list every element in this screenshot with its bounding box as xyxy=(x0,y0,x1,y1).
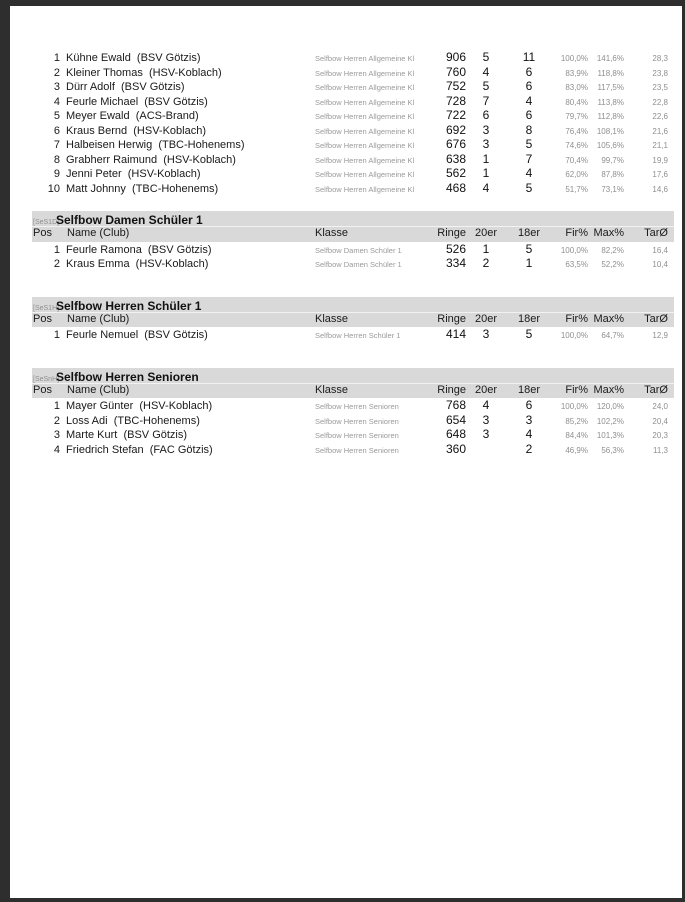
er18-header: 18er xyxy=(517,312,541,325)
klasse-header: Klasse xyxy=(315,312,349,325)
column-headers xyxy=(32,226,674,242)
name-cell: Matt Johnny (TBC-Hohenems) xyxy=(66,182,219,195)
twenty-count-cell: 6 xyxy=(482,108,490,122)
result-row xyxy=(32,50,674,65)
pos-cell: 3 xyxy=(53,81,60,93)
section-header-band xyxy=(32,297,674,328)
ringe-header: Ringe xyxy=(437,227,466,239)
class-cell: Selfbow Damen Schüler 1 xyxy=(315,245,402,255)
tar-header: TarØ xyxy=(644,227,668,239)
name-cell: Kraus Emma (HSV-Koblach) xyxy=(66,258,209,270)
target-average-cell: 14,6 xyxy=(652,184,668,194)
fir-percent-cell: 62,0% xyxy=(565,170,588,179)
name-cell: Halbeisen Herwig (TBC-Hohenems) xyxy=(66,139,245,151)
target-average-cell: 22,8 xyxy=(652,97,668,107)
tar-header: TarØ xyxy=(644,312,668,325)
name-cell: Feurle Nemuel (BSV Götzis) xyxy=(66,329,208,341)
max-percent-cell: 64,7% xyxy=(601,331,624,340)
column-header-row xyxy=(32,312,674,327)
max-percent-cell: 120,0% xyxy=(596,402,624,411)
er18-header: 18er xyxy=(517,227,541,239)
name-cell: Kühne Ewald (BSV Götzis) xyxy=(66,52,201,64)
pos-cell: 1 xyxy=(53,400,60,412)
max-percent-cell: 113,8% xyxy=(597,97,624,107)
eighteen-count-cell: 4 xyxy=(525,93,533,108)
name-cell: Kraus Bernd (HSV-Koblach) xyxy=(66,124,207,137)
max-percent-cell: 108,1% xyxy=(596,126,624,136)
rings-cell: 722 xyxy=(445,108,466,122)
result-section xyxy=(32,297,674,342)
ringe-header: Ringe xyxy=(437,312,466,325)
eighteen-count-cell: 6 xyxy=(525,79,533,93)
rings-cell: 760 xyxy=(445,64,466,79)
pos-header: Pos xyxy=(33,227,52,239)
result-row xyxy=(32,398,674,413)
column-headers xyxy=(32,312,674,328)
max-percent-cell: 101,3% xyxy=(596,431,624,440)
result-section xyxy=(32,368,674,457)
results-table xyxy=(32,50,674,195)
eighteen-count-cell: 8 xyxy=(525,122,533,137)
pos-cell: 1 xyxy=(53,243,60,256)
eighteen-count-cell: 1 xyxy=(525,256,533,270)
rings-cell: 728 xyxy=(445,93,466,108)
class-cell: Selfbow Herren Senioren xyxy=(315,416,399,426)
eighteen-count-cell: 4 xyxy=(525,166,533,180)
class-code-tag: [SeS1D] xyxy=(33,219,60,226)
class-cell: Selfbow Herren Allgemeine Kl xyxy=(315,97,415,107)
name-cell: Dürr Adolf (BSV Götzis) xyxy=(66,81,185,93)
eighteen-count-cell: 5 xyxy=(525,241,533,256)
result-row xyxy=(32,166,674,181)
max-percent-cell: 141,6% xyxy=(596,54,624,63)
eighteen-count-cell: 6 xyxy=(525,398,533,412)
max-percent-cell: 117,5% xyxy=(597,83,624,92)
results-table xyxy=(32,242,674,271)
target-average-cell: 11,3 xyxy=(653,445,668,455)
twenty-count-cell: 5 xyxy=(482,79,490,93)
pos-header: Pos xyxy=(33,312,52,325)
column-headers xyxy=(32,383,674,399)
target-average-cell: 28,3 xyxy=(652,54,668,63)
section-title-row xyxy=(32,297,674,312)
rings-cell: 468 xyxy=(445,180,466,195)
name-header: Name (Club) xyxy=(67,383,130,396)
pos-cell: 2 xyxy=(53,414,60,427)
class-cell: Selfbow Herren Allgemeine Kl xyxy=(315,184,415,194)
class-code-tag: [SeSnH] xyxy=(33,375,60,383)
name-cell: Feurle Michael (BSV Götzis) xyxy=(66,95,208,108)
max-percent-cell: 105,6% xyxy=(596,141,624,150)
document-page xyxy=(10,6,682,898)
target-average-cell: 16,4 xyxy=(652,245,668,255)
class-cell: Selfbow Herren Allgemeine Kl xyxy=(315,54,415,63)
class-cell: Selfbow Herren Allgemeine Kl xyxy=(315,68,415,78)
class-cell: Selfbow Damen Schüler 1 xyxy=(315,260,402,269)
name-cell: Grabherr Raimund (HSV-Koblach) xyxy=(66,153,236,166)
rings-cell: 562 xyxy=(445,166,466,180)
target-average-cell: 23,8 xyxy=(652,68,668,78)
target-average-cell: 10,4 xyxy=(652,260,668,269)
section-title: Selfbow Herren Schüler 1 xyxy=(56,298,202,313)
target-average-cell: 22,6 xyxy=(652,112,668,121)
fir-percent-cell: 70,4% xyxy=(565,155,588,165)
max-header: Max% xyxy=(593,312,624,325)
twenty-count-cell: 4 xyxy=(482,64,490,79)
twenty-count-cell: 4 xyxy=(482,398,490,412)
target-average-cell: 21,1 xyxy=(652,141,668,150)
result-row xyxy=(32,427,674,442)
class-code-tag: [SeS1H] xyxy=(33,304,60,312)
pos-cell: 4 xyxy=(53,443,60,456)
pos-cell: 4 xyxy=(53,95,60,108)
target-average-cell: 19,9 xyxy=(652,155,668,165)
pos-cell: 1 xyxy=(53,52,60,64)
class-cell: Selfbow Herren Senioren xyxy=(315,402,399,411)
pos-header: Pos xyxy=(33,383,52,396)
class-cell: Selfbow Herren Senioren xyxy=(315,445,399,455)
section-header-band xyxy=(32,211,674,242)
fir-percent-cell: 76,4% xyxy=(565,126,588,136)
section-title: Selfbow Herren Senioren xyxy=(56,369,199,384)
results-area xyxy=(32,50,674,456)
result-section xyxy=(32,211,674,271)
fir-header: Fir% xyxy=(565,227,588,239)
result-row xyxy=(32,123,674,138)
rings-cell: 360 xyxy=(445,441,466,456)
rings-cell: 414 xyxy=(445,327,466,341)
fir-percent-cell: 85,2% xyxy=(565,416,588,426)
pos-cell: 1 xyxy=(53,329,60,341)
fir-percent-cell: 84,4% xyxy=(565,431,588,440)
target-average-cell: 24,0 xyxy=(652,402,668,411)
section-header-band xyxy=(32,368,674,399)
twenty-count-cell: 1 xyxy=(482,241,490,256)
twenty-count-cell: 1 xyxy=(482,166,490,180)
rings-cell: 752 xyxy=(445,79,466,93)
result-section xyxy=(32,50,674,195)
pos-cell: 6 xyxy=(53,124,60,137)
results-table xyxy=(32,398,674,456)
class-cell: Selfbow Herren Allgemeine Kl xyxy=(315,126,415,136)
class-cell: Selfbow Herren Allgemeine Kl xyxy=(315,112,415,121)
result-row xyxy=(32,327,674,342)
name-cell: Feurle Ramona (BSV Götzis) xyxy=(66,243,212,256)
er18-header: 18er xyxy=(517,383,541,396)
name-cell: Friedrich Stefan (FAC Götzis) xyxy=(66,443,213,456)
max-header: Max% xyxy=(593,227,624,239)
result-row xyxy=(32,65,674,80)
fir-percent-cell: 80,4% xyxy=(565,97,588,107)
twenty-count-cell: 1 xyxy=(482,151,490,166)
name-cell: Jenni Peter (HSV-Koblach) xyxy=(66,168,201,180)
class-cell: Selfbow Herren Allgemeine Kl xyxy=(315,141,415,150)
twenty-count-cell: 3 xyxy=(482,412,490,427)
result-row xyxy=(32,137,674,152)
class-cell: Selfbow Herren Schüler 1 xyxy=(315,331,401,340)
pos-cell: 9 xyxy=(53,168,60,180)
result-row xyxy=(32,442,674,457)
fir-percent-cell: 46,9% xyxy=(565,445,588,455)
max-percent-cell: 82,2% xyxy=(601,245,624,255)
column-header-row xyxy=(32,227,674,242)
rings-cell: 768 xyxy=(445,398,466,412)
max-percent-cell: 56,3% xyxy=(601,445,624,455)
rings-cell: 654 xyxy=(445,412,466,427)
pos-cell: 2 xyxy=(53,66,60,79)
fir-percent-cell: 100,0% xyxy=(560,54,588,63)
name-header: Name (Club) xyxy=(67,312,130,325)
tar-header: TarØ xyxy=(644,383,668,396)
er20-header: 20er xyxy=(474,312,498,325)
name-header: Name (Club) xyxy=(67,227,130,239)
result-row xyxy=(32,152,674,167)
fir-header: Fir% xyxy=(565,312,588,325)
name-cell: Kleiner Thomas (HSV-Koblach) xyxy=(66,66,222,79)
eighteen-count-cell: 11 xyxy=(522,50,536,64)
class-cell: Selfbow Herren Allgemeine Kl xyxy=(315,83,415,92)
max-percent-cell: 99,7% xyxy=(601,155,624,165)
eighteen-count-cell: 6 xyxy=(525,108,533,122)
max-percent-cell: 52,2% xyxy=(601,260,624,269)
eighteen-count-cell: 4 xyxy=(525,427,533,441)
er20-header: 20er xyxy=(474,227,498,239)
rings-cell: 676 xyxy=(445,137,466,151)
eighteen-count-cell: 5 xyxy=(525,137,533,151)
twenty-count-cell xyxy=(466,442,506,457)
twenty-count-cell: 7 xyxy=(482,93,490,108)
target-average-cell: 17,6 xyxy=(652,170,668,179)
rings-cell: 638 xyxy=(445,151,466,166)
pos-cell: 7 xyxy=(53,139,60,151)
fir-percent-cell: 83,0% xyxy=(565,83,588,92)
er20-header: 20er xyxy=(474,383,498,396)
results-content xyxy=(10,6,682,456)
fir-header: Fir% xyxy=(565,383,588,396)
max-percent-cell: 87,8% xyxy=(601,170,624,179)
eighteen-count-cell: 6 xyxy=(525,64,533,79)
result-row xyxy=(32,256,674,271)
name-cell: Marte Kurt (BSV Götzis) xyxy=(66,429,188,441)
result-row xyxy=(32,413,674,428)
max-percent-cell: 73,1% xyxy=(601,184,624,194)
twenty-count-cell: 2 xyxy=(482,256,490,270)
fir-percent-cell: 74,6% xyxy=(565,141,588,150)
target-average-cell: 20,4 xyxy=(652,416,668,426)
fir-percent-cell: 100,0% xyxy=(560,331,588,340)
twenty-count-cell: 3 xyxy=(482,122,490,137)
rings-cell: 648 xyxy=(445,427,466,441)
pos-cell: 8 xyxy=(53,153,60,166)
rings-cell: 692 xyxy=(445,122,466,137)
pos-cell: 3 xyxy=(53,429,60,441)
name-cell: Mayer Günter (HSV-Koblach) xyxy=(66,400,213,412)
section-title-row xyxy=(32,211,674,226)
name-cell: Meyer Ewald (ACS-Brand) xyxy=(66,110,199,122)
rings-cell: 334 xyxy=(445,256,466,270)
target-average-cell: 20,3 xyxy=(652,431,668,440)
eighteen-count-cell: 3 xyxy=(525,412,533,427)
target-average-cell: 12,9 xyxy=(652,331,668,340)
fir-percent-cell: 100,0% xyxy=(560,245,588,255)
result-row xyxy=(32,181,674,196)
twenty-count-cell: 4 xyxy=(482,180,490,195)
target-average-cell: 23,5 xyxy=(652,83,668,92)
result-row xyxy=(32,242,674,257)
klasse-header: Klasse xyxy=(315,383,349,396)
twenty-count-cell: 3 xyxy=(482,427,490,441)
section-title-row xyxy=(32,368,674,383)
twenty-count-cell: 3 xyxy=(482,327,490,341)
ringe-header: Ringe xyxy=(437,383,466,396)
max-percent-cell: 118,8% xyxy=(597,68,624,78)
result-row xyxy=(32,108,674,123)
eighteen-count-cell: 2 xyxy=(525,441,533,456)
result-row xyxy=(32,94,674,109)
pos-cell: 2 xyxy=(53,258,60,270)
rings-cell: 526 xyxy=(445,241,466,256)
column-header-row xyxy=(32,383,674,398)
fir-percent-cell: 79,7% xyxy=(565,112,588,121)
rings-cell: 906 xyxy=(445,50,466,64)
twenty-count-cell: 3 xyxy=(482,137,490,151)
section-title: Selfbow Damen Schüler 1 xyxy=(56,213,203,227)
eighteen-count-cell: 7 xyxy=(525,151,533,166)
results-table xyxy=(32,327,674,342)
pos-cell: 10 xyxy=(47,182,60,195)
fir-percent-cell: 51,7% xyxy=(565,184,588,194)
eighteen-count-cell: 5 xyxy=(525,180,533,195)
name-cell: Loss Adi (TBC-Hohenems) xyxy=(66,414,200,427)
max-header: Max% xyxy=(593,383,624,396)
fir-percent-cell: 63,5% xyxy=(565,260,588,269)
klasse-header: Klasse xyxy=(315,227,349,239)
max-percent-cell: 112,8% xyxy=(597,112,624,121)
pos-cell: 5 xyxy=(53,110,60,122)
class-cell: Selfbow Herren Allgemeine Kl xyxy=(315,170,415,179)
eighteen-count-cell: 5 xyxy=(525,327,533,341)
target-average-cell: 21,6 xyxy=(652,126,668,136)
class-cell: Selfbow Herren Allgemeine Kl xyxy=(315,155,415,165)
fir-percent-cell: 83,9% xyxy=(565,68,588,78)
result-row xyxy=(32,79,674,94)
fir-percent-cell: 100,0% xyxy=(560,402,588,411)
twenty-count-cell: 5 xyxy=(482,50,490,64)
class-cell: Selfbow Herren Senioren xyxy=(315,431,399,440)
max-percent-cell: 102,2% xyxy=(596,416,624,426)
